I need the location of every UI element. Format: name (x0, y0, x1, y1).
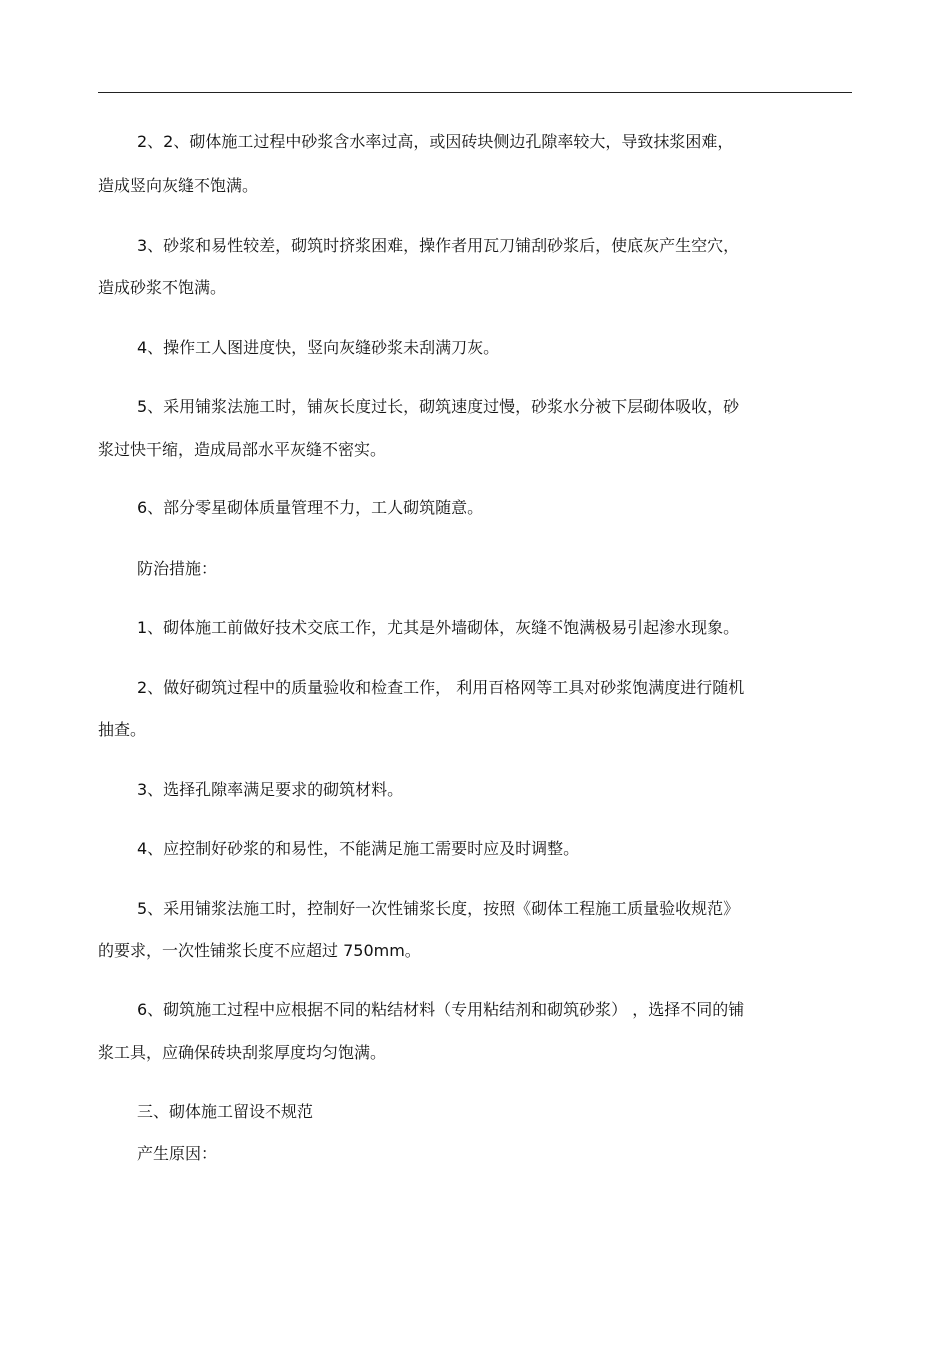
paragraph-cause-6: 6、部分零星砌体质量管理不力，工人砌筑随意。 (137, 498, 484, 517)
paragraph-measure-6-line-2: 浆工具，应确保砖块刮浆厚度均匀饱满。 (98, 1043, 387, 1062)
section-heading-3: 三、砌体施工留设不规范 (137, 1102, 314, 1121)
paragraph-cause-2-line-2: 造成竖向灰缝不饱满。 (98, 176, 259, 195)
paragraph-measure-5-line-2: 的要求，一次性铺浆长度不应超过 750mm。 (98, 941, 421, 960)
subheading-causes: 产生原因： (137, 1144, 218, 1163)
paragraph-cause-2-line-1: 2、2、砌体施工过程中砂浆含水率过高，或因砖块侧边孔隙率较大，导致抹浆困难， (137, 132, 734, 151)
paragraph-measure-1: 1、砌体施工前做好技术交底工作，尤其是外墙砌体，灰缝不饱满极易引起渗水现象。 (137, 618, 740, 637)
paragraph-measure-4: 4、应控制好砂浆的和易性，不能满足施工需要时应及时调整。 (137, 839, 580, 858)
section-heading-prevention: 防治措施： (137, 559, 218, 578)
paragraph-measure-5-line-1: 5、采用铺浆法施工时，控制好一次性铺浆长度，按照《砌体工程施工质量验收规范》 (137, 899, 740, 918)
paragraph-measure-2-line-2: 抽查。 (98, 720, 147, 739)
paragraph-cause-3-line-2: 造成砂浆不饱满。 (98, 278, 227, 297)
paragraph-measure-2-line-1: 2、做好砌筑过程中的质量验收和检查工作， 利用百格网等工具对砂浆饱满度进行随机 (137, 678, 745, 697)
paragraph-cause-5-line-2: 浆过快干缩，造成局部水平灰缝不密实。 (98, 440, 387, 459)
header-rule (98, 92, 852, 93)
paragraph-cause-3-line-1: 3、砂浆和易性较差，砌筑时挤浆困难，操作者用瓦刀铺刮砂浆后，使底灰产生空穴， (137, 236, 740, 255)
paragraph-measure-6-line-1: 6、砌筑施工过程中应根据不同的粘结材料（专用粘结剂和砌筑砂浆） ，选择不同的铺 (137, 1000, 745, 1019)
paragraph-cause-4: 4、操作工人图进度快，竖向灰缝砂浆未刮满刀灰。 (137, 338, 500, 357)
paragraph-cause-5-line-1: 5、采用铺浆法施工时，铺灰长度过长，砌筑速度过慢，砂浆水分被下层砌体吸收，砂 (137, 397, 740, 416)
paragraph-measure-3: 3、选择孔隙率满足要求的砌筑材料。 (137, 780, 404, 799)
